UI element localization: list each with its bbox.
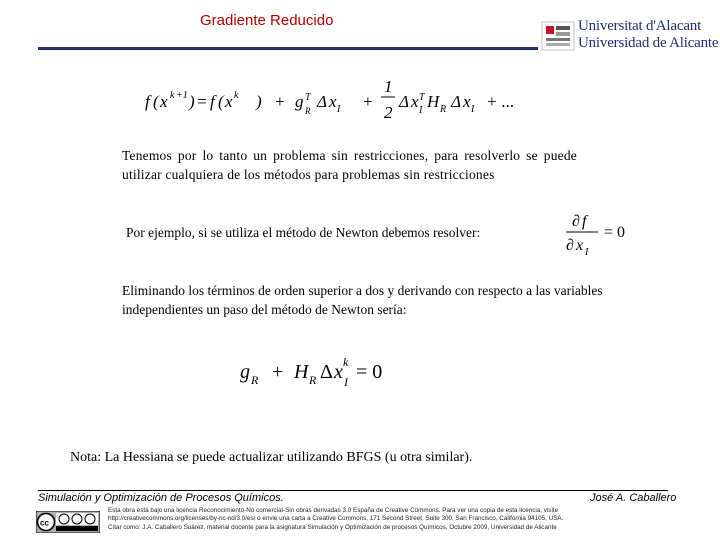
svg-text:cc: cc: [40, 518, 49, 528]
svg-text:+: +: [362, 92, 374, 111]
footer-divider: [38, 490, 668, 491]
svg-text:x: x: [576, 237, 584, 254]
svg-text:): ): [256, 92, 262, 111]
footer-author: José A. Caballero: [590, 492, 677, 504]
title-underline: [38, 47, 538, 50]
svg-text:T: T: [305, 92, 311, 103]
svg-text:g: g: [295, 92, 304, 111]
svg-text:x: x: [329, 92, 337, 111]
license-line-2: http://creativecommons.org/licenses/by-nc-nd/3.0/es/ o envie una carta a Creative Commons, 171 Second Street, Suite 300, San Francisco, California 94105, USA.: [108, 515, 564, 523]
footer-course: Simulación y Optimización de Procesos Químicos.: [38, 492, 284, 504]
creative-commons-badge-icon: [36, 511, 100, 533]
svg-text:f: f: [210, 92, 215, 111]
svg-text:x: x: [463, 92, 471, 111]
license-line-3: Cítar como: J.A. Caballero Suárez, material docente para la asignatura Simulación y Optimización de procesos Químicos, Octubre 2009, Universidad de Alicante: [108, 523, 557, 531]
paragraph-unconstrained: Tenemos por lo tanto un problema sin restricciones, para resolverlo se puede utilizar cualquiera de los métodos para problemas sin restricciones: [122, 148, 577, 182]
svg-text:+ ...: + ...: [486, 92, 515, 111]
paragraph-newton: Por ejemplo, si se utiliza el método de Newton debemos resolver:: [126, 225, 481, 240]
svg-text:(: (: [218, 92, 224, 111]
svg-text:x: x: [334, 361, 343, 383]
svg-text:I: I: [337, 104, 341, 115]
svg-text:I: I: [585, 247, 589, 258]
license-line-1: Esta obra está bajo una licencia Reconocimiento-No comercial-Sin obras derivadas 3.0 España de Creative Commons. Para ver una copia de esta licencia, visite: [108, 507, 559, 514]
svg-text:∂: ∂: [572, 213, 580, 230]
svg-text:T: T: [419, 92, 425, 103]
paragraph-eliminating-terms: Eliminando los términos de orden superior a dos y derivando con respecto a las variables independientes un paso del método de Newton sería:: [122, 283, 603, 317]
university-logo-text: [578, 18, 718, 52]
svg-text:= 0: = 0: [604, 224, 626, 241]
svg-text:+1: +1: [176, 90, 188, 101]
taylor-expansion-formula: [140, 74, 530, 124]
svg-text:1: 1: [384, 77, 393, 96]
derivative-formula: [560, 208, 630, 260]
svg-text:+: +: [274, 92, 286, 111]
newton-step-formula: [232, 350, 422, 394]
logo-line-2: Universidad de Alicante: [578, 35, 719, 51]
note-hessian: Nota: La Hessiana se puede actualizar utilizando BFGS (u otra similar).: [70, 450, 473, 465]
svg-text:=: =: [196, 92, 208, 111]
svg-text:x: x: [411, 92, 419, 111]
svg-text:= 0: = 0: [356, 361, 383, 383]
svg-text:H: H: [427, 92, 440, 111]
svg-text:+: +: [272, 361, 284, 383]
license-text: [108, 507, 668, 532]
svg-text:Δ: Δ: [317, 92, 327, 111]
svg-text:2: 2: [384, 103, 393, 122]
svg-text:I: I: [471, 104, 475, 115]
svg-text:H: H: [294, 361, 309, 383]
svg-text:I: I: [344, 375, 348, 389]
svg-text:R: R: [440, 104, 447, 115]
svg-text:x: x: [225, 92, 233, 111]
svg-text:R: R: [251, 373, 259, 387]
svg-text:R: R: [309, 373, 317, 387]
svg-text:Δ: Δ: [399, 92, 409, 111]
svg-text:Δ: Δ: [320, 361, 333, 383]
svg-text:): ): [189, 92, 195, 111]
svg-text:f: f: [145, 92, 150, 111]
svg-text:∂: ∂: [566, 237, 574, 254]
svg-text:R: R: [305, 106, 311, 116]
svg-text:Δ: Δ: [451, 92, 461, 111]
slide-title: Gradiente Reducido: [200, 12, 334, 29]
svg-text:g: g: [240, 361, 250, 383]
svg-text:k: k: [170, 90, 175, 101]
svg-text:(: (: [153, 92, 159, 111]
svg-text:x: x: [160, 92, 168, 111]
svg-text:I: I: [419, 105, 423, 116]
svg-text:k: k: [234, 90, 239, 101]
logo-line-1: Universitat d'Alacant: [578, 18, 702, 34]
svg-text:f: f: [582, 213, 587, 230]
svg-text:k: k: [343, 355, 349, 369]
